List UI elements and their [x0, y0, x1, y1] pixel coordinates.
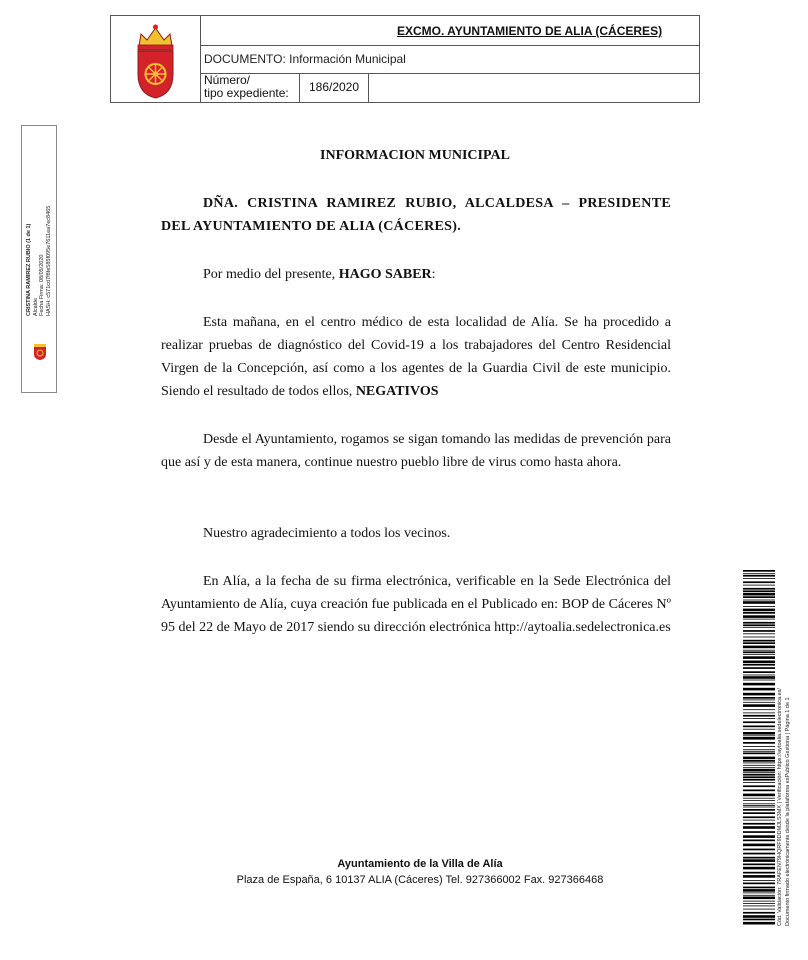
barcode-bar — [743, 809, 775, 811]
footer-org: Ayuntamiento de la Villa de Alía — [337, 858, 503, 870]
barcode-bar — [743, 760, 775, 762]
barcode-bar — [743, 702, 775, 703]
barcode-bar — [743, 820, 775, 821]
barcode-bar — [743, 844, 775, 847]
barcode-bar — [743, 590, 775, 592]
barcode-bar — [743, 805, 775, 806]
barcode-bar — [743, 749, 775, 750]
barcode-bar — [743, 573, 775, 574]
barcode-bar — [743, 800, 775, 801]
barcode-bar — [743, 612, 775, 614]
barcode-bar — [743, 615, 775, 618]
barcode-bar — [743, 807, 775, 808]
barcode-bar — [743, 867, 775, 870]
barcode-bar — [743, 633, 775, 634]
verification-line1: Cód. Validación: 7RAFEN79HQRF9DDMJLS3MX | Verificación: https://aytoalia.sedelectronica.es/ — [777, 688, 783, 926]
barcode-bar — [743, 906, 775, 907]
coat-of-arms-logo — [111, 16, 201, 102]
prevention-paragraph: Desde el Ayuntamiento, rogamos se sigan tomando las medidas de prevención para que así y de esta manera, continue nuestro pueblo libre de virus como hasta ahora. — [161, 432, 671, 470]
barcode-bar — [743, 671, 775, 673]
barcode-bar — [743, 763, 775, 764]
barcode-bar — [743, 721, 775, 723]
barcode-bar — [743, 776, 775, 778]
barcode-bar — [743, 630, 775, 632]
barcode-bar — [743, 812, 775, 814]
barcode-bar — [743, 853, 775, 855]
barcode-bar — [743, 650, 775, 651]
barcode-bar — [743, 915, 775, 918]
verification-line2: Documento firmado electrónicamente desde la plataforma esPublico Gestiona | Página 1 de 1 — [785, 697, 791, 926]
barcode-bar — [743, 859, 775, 862]
barcode-bar — [743, 718, 775, 719]
barcode-bar — [743, 823, 775, 825]
number-label-line1: Número/ — [204, 73, 251, 87]
barcode-bar — [743, 596, 775, 598]
barcode-bar — [743, 683, 775, 686]
barcode-bar — [743, 798, 775, 799]
barcode-bar — [743, 901, 775, 902]
barcode-bar — [743, 816, 775, 818]
barcode-bar — [743, 737, 775, 740]
barcode-bar — [743, 922, 775, 925]
barcode-bar — [743, 785, 775, 787]
hago-bold: HAGO SABER — [338, 267, 432, 282]
barcode-bar — [743, 675, 775, 676]
barcode-bar — [743, 622, 775, 624]
number-value: 186/2020 — [300, 73, 369, 102]
number-label — [200, 73, 300, 102]
barcode-bar — [743, 709, 775, 710]
barcode-bar — [743, 732, 775, 735]
institution-name: EXCMO. AYUNTAMIENTO DE ALIA (CÁCERES) — [396, 24, 663, 38]
footer-address: Plaza de España, 6 10137 ALIA (Cáceres) Tel. 927366002 Fax. 927366468 — [236, 874, 604, 886]
hago-suffix: : — [431, 267, 436, 282]
barcode-bar — [743, 627, 775, 628]
barcode-bar — [743, 646, 775, 649]
barcode-bar — [743, 872, 775, 874]
barcode-bar — [743, 575, 775, 577]
barcode-bar — [743, 746, 775, 747]
results-text: Esta mañana, en el centro médico de esta localidad de Alía. Se ha procedido a realizar pruebas de diagnóstico del Covid-19 a los trabajadores del Centro Residencial Virgen de la Concepción, así como a los agentes de la Guardia Civil de este municipio. Siendo el resultado de todos ellos, — [161, 315, 671, 399]
barcode-bar — [743, 585, 775, 586]
barcode-bar — [743, 619, 775, 620]
seal-icon — [31, 344, 49, 360]
barcode-bar — [743, 693, 775, 696]
barcode-bar — [743, 735, 775, 736]
coat-of-arms-icon — [111, 16, 200, 102]
barcode-bar — [743, 751, 775, 752]
barcode-bar — [743, 697, 775, 699]
signature-hash: HASH: c571cd7f8fe585f095e7611ea7ec8465 — [45, 205, 52, 316]
barcode-bar — [743, 912, 775, 914]
header-title-row — [200, 16, 699, 46]
barcode-bar — [743, 637, 775, 638]
barcode-icon — [743, 570, 775, 925]
thanks-paragraph: Nuestro agradecimiento a todos los vecinos. — [203, 526, 451, 541]
barcode-bar — [743, 903, 775, 904]
barcode-bar — [743, 897, 775, 900]
header-number-row — [200, 73, 699, 102]
barcode-bar — [743, 676, 775, 679]
barcode-bar — [743, 661, 775, 664]
hago-prefix: Por medio del presente, — [203, 267, 339, 282]
barcode-bar — [743, 893, 775, 894]
barcode-bar — [743, 601, 775, 604]
barcode-bar — [743, 656, 775, 659]
barcode-bar — [743, 835, 775, 838]
barcode-bar — [743, 909, 775, 910]
barcode-bar — [743, 794, 775, 797]
header-document-row — [200, 45, 699, 74]
barcode-bar — [743, 700, 775, 701]
barcode-bar — [743, 726, 775, 728]
signature-date: Fecha Firma: 08/05/2020 — [39, 254, 45, 316]
results-bold: NEGATIVOS — [355, 384, 439, 399]
barcode-bar — [743, 779, 775, 781]
barcode-bar — [743, 600, 775, 601]
barcode-bar — [743, 875, 775, 878]
barcode-bar — [743, 588, 775, 590]
page-footer — [120, 856, 720, 888]
barcode-bar — [743, 624, 775, 626]
barcode-bar — [743, 729, 775, 730]
barcode-bar — [743, 840, 775, 842]
barcode-bar — [743, 767, 775, 768]
barcode-bar — [743, 609, 775, 612]
barcode-bar — [743, 593, 775, 596]
signer-role: Alcalde — [32, 297, 39, 316]
barcode-bar — [743, 782, 775, 783]
barcode-bar — [743, 713, 775, 714]
barcode-bar — [743, 642, 775, 644]
barcode-bar — [743, 826, 775, 829]
barcode-bar — [743, 803, 775, 804]
barcode-bar — [743, 704, 775, 707]
barcode-bar — [743, 883, 775, 885]
barcode-bar — [743, 765, 775, 766]
barcode-bar — [743, 919, 775, 921]
signer-name: CRISTINA RAMIREZ RUBIO (1 de 1) — [26, 223, 32, 316]
barcode-bar — [743, 857, 775, 859]
barcode-bar — [743, 742, 775, 744]
barcode-bar — [743, 889, 775, 892]
barcode-bar — [743, 606, 775, 607]
barcode-bar — [743, 849, 775, 851]
results-paragraph — [161, 311, 671, 403]
barcode-bar — [743, 715, 775, 717]
mayor-line: DÑA. CRISTINA RAMIREZ RUBIO, ALCALDESA – PRESIDENTE DEL AYUNTAMIENTO DE ALIA (CÁCERES). — [161, 196, 671, 234]
barcode-bar — [743, 887, 775, 889]
signature-text — [26, 116, 52, 316]
document-field — [204, 52, 406, 66]
barcode-bar — [743, 864, 775, 866]
document-value: Información Municipal — [289, 52, 406, 66]
number-label-line2: tipo expediente: — [204, 86, 289, 100]
barcode-bar — [743, 772, 775, 773]
barcode-bar — [743, 688, 775, 691]
barcode-bar — [743, 581, 775, 583]
barcode-bar — [743, 654, 775, 655]
barcode-bar — [743, 774, 775, 776]
barcode-bar — [743, 680, 775, 681]
barcode-bar — [743, 753, 775, 755]
barcode-bar — [743, 790, 775, 792]
barcode-bar — [743, 667, 775, 669]
signature-strip — [21, 125, 57, 393]
barcode-bar — [743, 640, 775, 642]
verification-text — [776, 566, 792, 926]
barcode-bar — [743, 570, 775, 572]
document-label: DOCUMENTO: — [204, 52, 286, 66]
page-title: INFORMACION MUNICIPAL — [320, 148, 510, 163]
barcode-bar — [743, 578, 775, 579]
barcode-bar — [743, 831, 775, 833]
barcode-bar — [743, 880, 775, 881]
hago-saber-paragraph — [161, 263, 671, 286]
barcode-bar — [743, 769, 775, 772]
barcode-bar — [743, 664, 775, 666]
barcode-bar — [743, 757, 775, 760]
barcode-bar — [743, 651, 775, 653]
document-header — [110, 15, 700, 103]
signature-paragraph: En Alía, a la fecha de su firma electrónica, verificable en la Sede Electrónica del Ayuntamiento de Alía, cuya creación fue publicada en el Publicado en: BOP de Cáceres Nº 95 del 22 de Mayo de 2017 siendo su dirección electrónica http://aytoalia.sedelectronica.es — [161, 574, 671, 635]
barcode-bar — [743, 895, 775, 896]
